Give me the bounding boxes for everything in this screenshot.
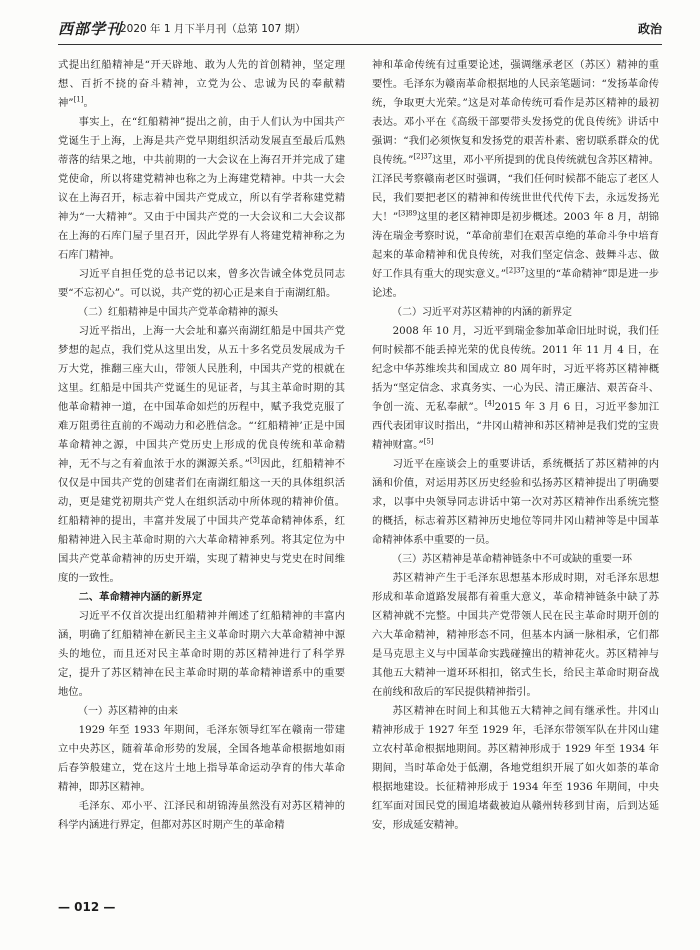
body-paragraph bbox=[372, 455, 659, 550]
body-paragraph bbox=[58, 265, 345, 303]
paragraph-text: 毛泽东、邓小平、江泽民和胡锦涛虽然没有对苏区精神的科学内涵进行界定，但都对苏区时期产生的革命精 bbox=[58, 800, 345, 831]
issue-info: 2020 年 1 月下半月刊（总第 107 期） bbox=[120, 23, 306, 35]
paragraph-text: 因此，红船精神不仅仅是中国共产党的创建者们在南湖红船这一天的具体组织活动，更是建党初期共产党人在组织活动中所体现的精神价值。红船精神的提出，丰富并发展了中国共产党革命精神体系，红船精神进入民主革命时期的六大革命精神系列。将其定位为中国共产党革命精神的历史开端，实现了精神史与党史在时间维度的一致性。 bbox=[58, 458, 345, 584]
paragraph-text: 这里的“革命精神”即是进一步论述。 bbox=[372, 268, 659, 299]
citation-marker: [1] bbox=[73, 95, 84, 104]
body-paragraph bbox=[58, 113, 345, 265]
continued-paragraph bbox=[372, 56, 659, 303]
paragraph-text: 2008 年 10 月，习近平到瑞金参加革命旧址时说，我们任何时候都不能丢掉光荣的优良传统。2011 年 11 月 4 日，在纪念中华苏维埃共和国成立 80 周年时，习近平将苏区精神概括为“坚定信念、求真务实、一心为民、清正廉洁、艰苦奋斗、争创一流、无私奉献”。 bbox=[372, 325, 659, 413]
paragraph-text: 1929 年至 1933 年期间，毛泽东领导红军在赣南一带建立中央苏区，随着革命形势的发展，全国各地革命根据地如雨后春笋般建立，党在这片土地上指导革命运动孕育的伟大革命精神，即苏区精神。 bbox=[58, 724, 345, 793]
paragraph-text: 2015 年 3 月 6 日，习近平参加江西代表团审议时指出，“井冈山精神和苏区精神是我们党的宝贵精神财富。” bbox=[372, 401, 659, 451]
body-paragraph bbox=[372, 322, 659, 455]
paragraph-text: （二）红船精神是中国共产党革命精神的源头 bbox=[78, 307, 278, 318]
paragraph-text: 二、革命精神内涵的新界定 bbox=[78, 591, 203, 603]
journal-masthead: 西部学刊 bbox=[58, 20, 123, 38]
paragraph-text: 习近平自担任党的总书记以来，曾多次告诫全体党员同志要“不忘初心”。可以说，共产党的初心正是来自于南湖红船。 bbox=[58, 268, 345, 299]
body-paragraph bbox=[372, 569, 659, 702]
body-paragraph bbox=[58, 607, 345, 702]
body-paragraph bbox=[372, 702, 659, 835]
paragraph-text: （一）苏区精神的由来 bbox=[78, 706, 178, 717]
subsection-heading bbox=[58, 303, 345, 322]
citation-marker: [3] bbox=[249, 456, 260, 465]
citation-marker: [3]89 bbox=[398, 209, 418, 218]
citation-marker: [5] bbox=[423, 437, 434, 446]
body-paragraph bbox=[58, 322, 345, 588]
page-header bbox=[58, 14, 662, 45]
paragraph-text: 这里，邓小平所提到的优良传统就包含苏区精神。江泽民考察赣南老区时强调，“我们任何时候都不能忘了老区人民，我们要把老区的精神和传统世世代代传下去，永远发扬光大！” bbox=[372, 154, 659, 223]
paragraph-text: 。 bbox=[83, 97, 94, 109]
paragraph-text: 习近平在座谈会上的重要讲话，系统概括了苏区精神的内涵和价值，对运用苏区历史经验和弘扬苏区精神提出了明确要求，以事中央领导同志讲话中第一次对苏区精神作出系统完整的概括，标志着苏区精神历史地位等同井冈山精神等是中国革命精神体系中重要的一员。 bbox=[372, 458, 659, 546]
paragraph-text: 神和革命传统有过重要论述，强调继承老区（苏区）精神的重要性。毛泽东为赣南革命根据地的人民亲笔题词：“发扬革命传统，争取更大光荣。”这是对革命传统可看作是苏区精神的最初表达。邓小平在《高级干部要带头发扬党的优良传统》讲话中强调：“我们必须恢复和发扬党的艰苦朴素、密切联系群众的优良传统。” bbox=[372, 59, 659, 166]
paragraph-text: 苏区精神在时间上和其他五大精神之间有继承性。井冈山精神形成于 1927 年至 1929 年，毛泽东带领军队在井冈山建立农村革命根据地期间。苏区精神形成于 1929 年至 1934 年期间，当时革命处于低潮，各地党组织开展了如火如荼的革命根据地建设。长征精神形成于 1934 年至 1936 年期间，中央红军面对国民党的围追堵截被迫从赣州转移到甘南，后到达延安，形成延安精神。 bbox=[372, 705, 659, 831]
left-column bbox=[58, 56, 345, 835]
subsection-heading bbox=[372, 550, 659, 569]
paragraph-text: 式提出红船精神是“开天辟地、敢为人先的首创精神，坚定理想、百折不挠的奋斗精神，立党为公、忠诚为民的奉献精神” bbox=[58, 59, 345, 109]
body-paragraph bbox=[58, 721, 345, 797]
continued-paragraph bbox=[58, 56, 345, 113]
paragraph-text: 这里的老区精神即是初步概述。2003 年 8 月，胡锦涛在瑞金考察时说，“革命前辈们在艰苦卓绝的革命斗争中培育起来的革命精神和优良传统，对我们坚定信念、鼓舞斗志、做好工作具有重大的现实意义。” bbox=[372, 211, 659, 280]
section-heading bbox=[58, 588, 345, 607]
paragraph-text: 事实上，在“红船精神”提出之前，由于人们认为中国共产党诞生于上海，上海是共产党早期组织活动发展直至最后瓜熟蒂落的结果之地，中共前期的一大会议在上海召开并完成了建党使命，所以将建党精神也称之为上海建党精神。中共一大会议在上海召开，标志着中国共产党成立，所以有学者称建党精神为“一大精神”。又由于中国共产党的一大会议和二大会议都在上海的石库门屋子里召开，因此学界有人将建党精神称之为石库门精神。 bbox=[58, 116, 345, 261]
paragraph-text: （三）苏区精神是革命精神链条中不可或缺的重要一环 bbox=[392, 554, 632, 565]
paragraph-text: （二）习近平对苏区精神的内涵的新界定 bbox=[392, 307, 572, 318]
paragraph-text: 习近平指出，上海一大会址和嘉兴南湖红船是中国共产党梦想的起点，我们党从这里出发，从五十多名党员发展成为千万大党，推翻三座大山，带领人民胜利，中国共产党的根就在这里。红船是中国共产党诞生的见证者，与其主革命时期的其他革命精神一道，在中国革命如烂的历程中，赋予我党克服了难万阻勇往直前的不竭动力和必胜信念。“‘红船精神’正是中国革命精神之源，中国共产党历史上形成的优良传统和革命精神，无不与之有着血浓于水的渊源关系。” bbox=[58, 325, 345, 470]
citation-marker: [2]37 bbox=[506, 266, 525, 275]
subsection-heading bbox=[372, 303, 659, 322]
section-label: 政治 bbox=[637, 22, 662, 36]
paragraph-text: 苏区精神产生于毛泽东思想基本形成时期，对毛泽东思想形成和革命道路发展都有着重大意义，革命精神链条中缺了苏区精神就不完整。中国共产党带领人民在民主革命时期开创的六大革命精神，精神形态不同，但基本内涵一脉相承，它们都是马克思主义与中国革命实践碰撞出的精神花火。苏区精神与其他五大精神一道环环相扣，铭式生长，给民主革命时期奋战在前线和敌后的军民提供精神指引。 bbox=[372, 572, 659, 698]
subsection-heading bbox=[58, 702, 345, 721]
citation-marker: [2]37 bbox=[413, 152, 433, 161]
paragraph-text: 习近平不仅首次提出红船精神并阐述了红船精神的丰富内涵，明确了红船精神在新民主主义革命时期六大革命精神中源头的地位，而且还对民主革命时期的苏区精神进行了科学界定，提升了苏区精神在民主革命时期的革命精神谱系中的重要地位。 bbox=[58, 610, 345, 698]
body-paragraph bbox=[58, 797, 345, 835]
right-column bbox=[372, 56, 659, 835]
citation-marker: [4] bbox=[484, 399, 495, 408]
page-number: — 012 — bbox=[58, 900, 116, 914]
